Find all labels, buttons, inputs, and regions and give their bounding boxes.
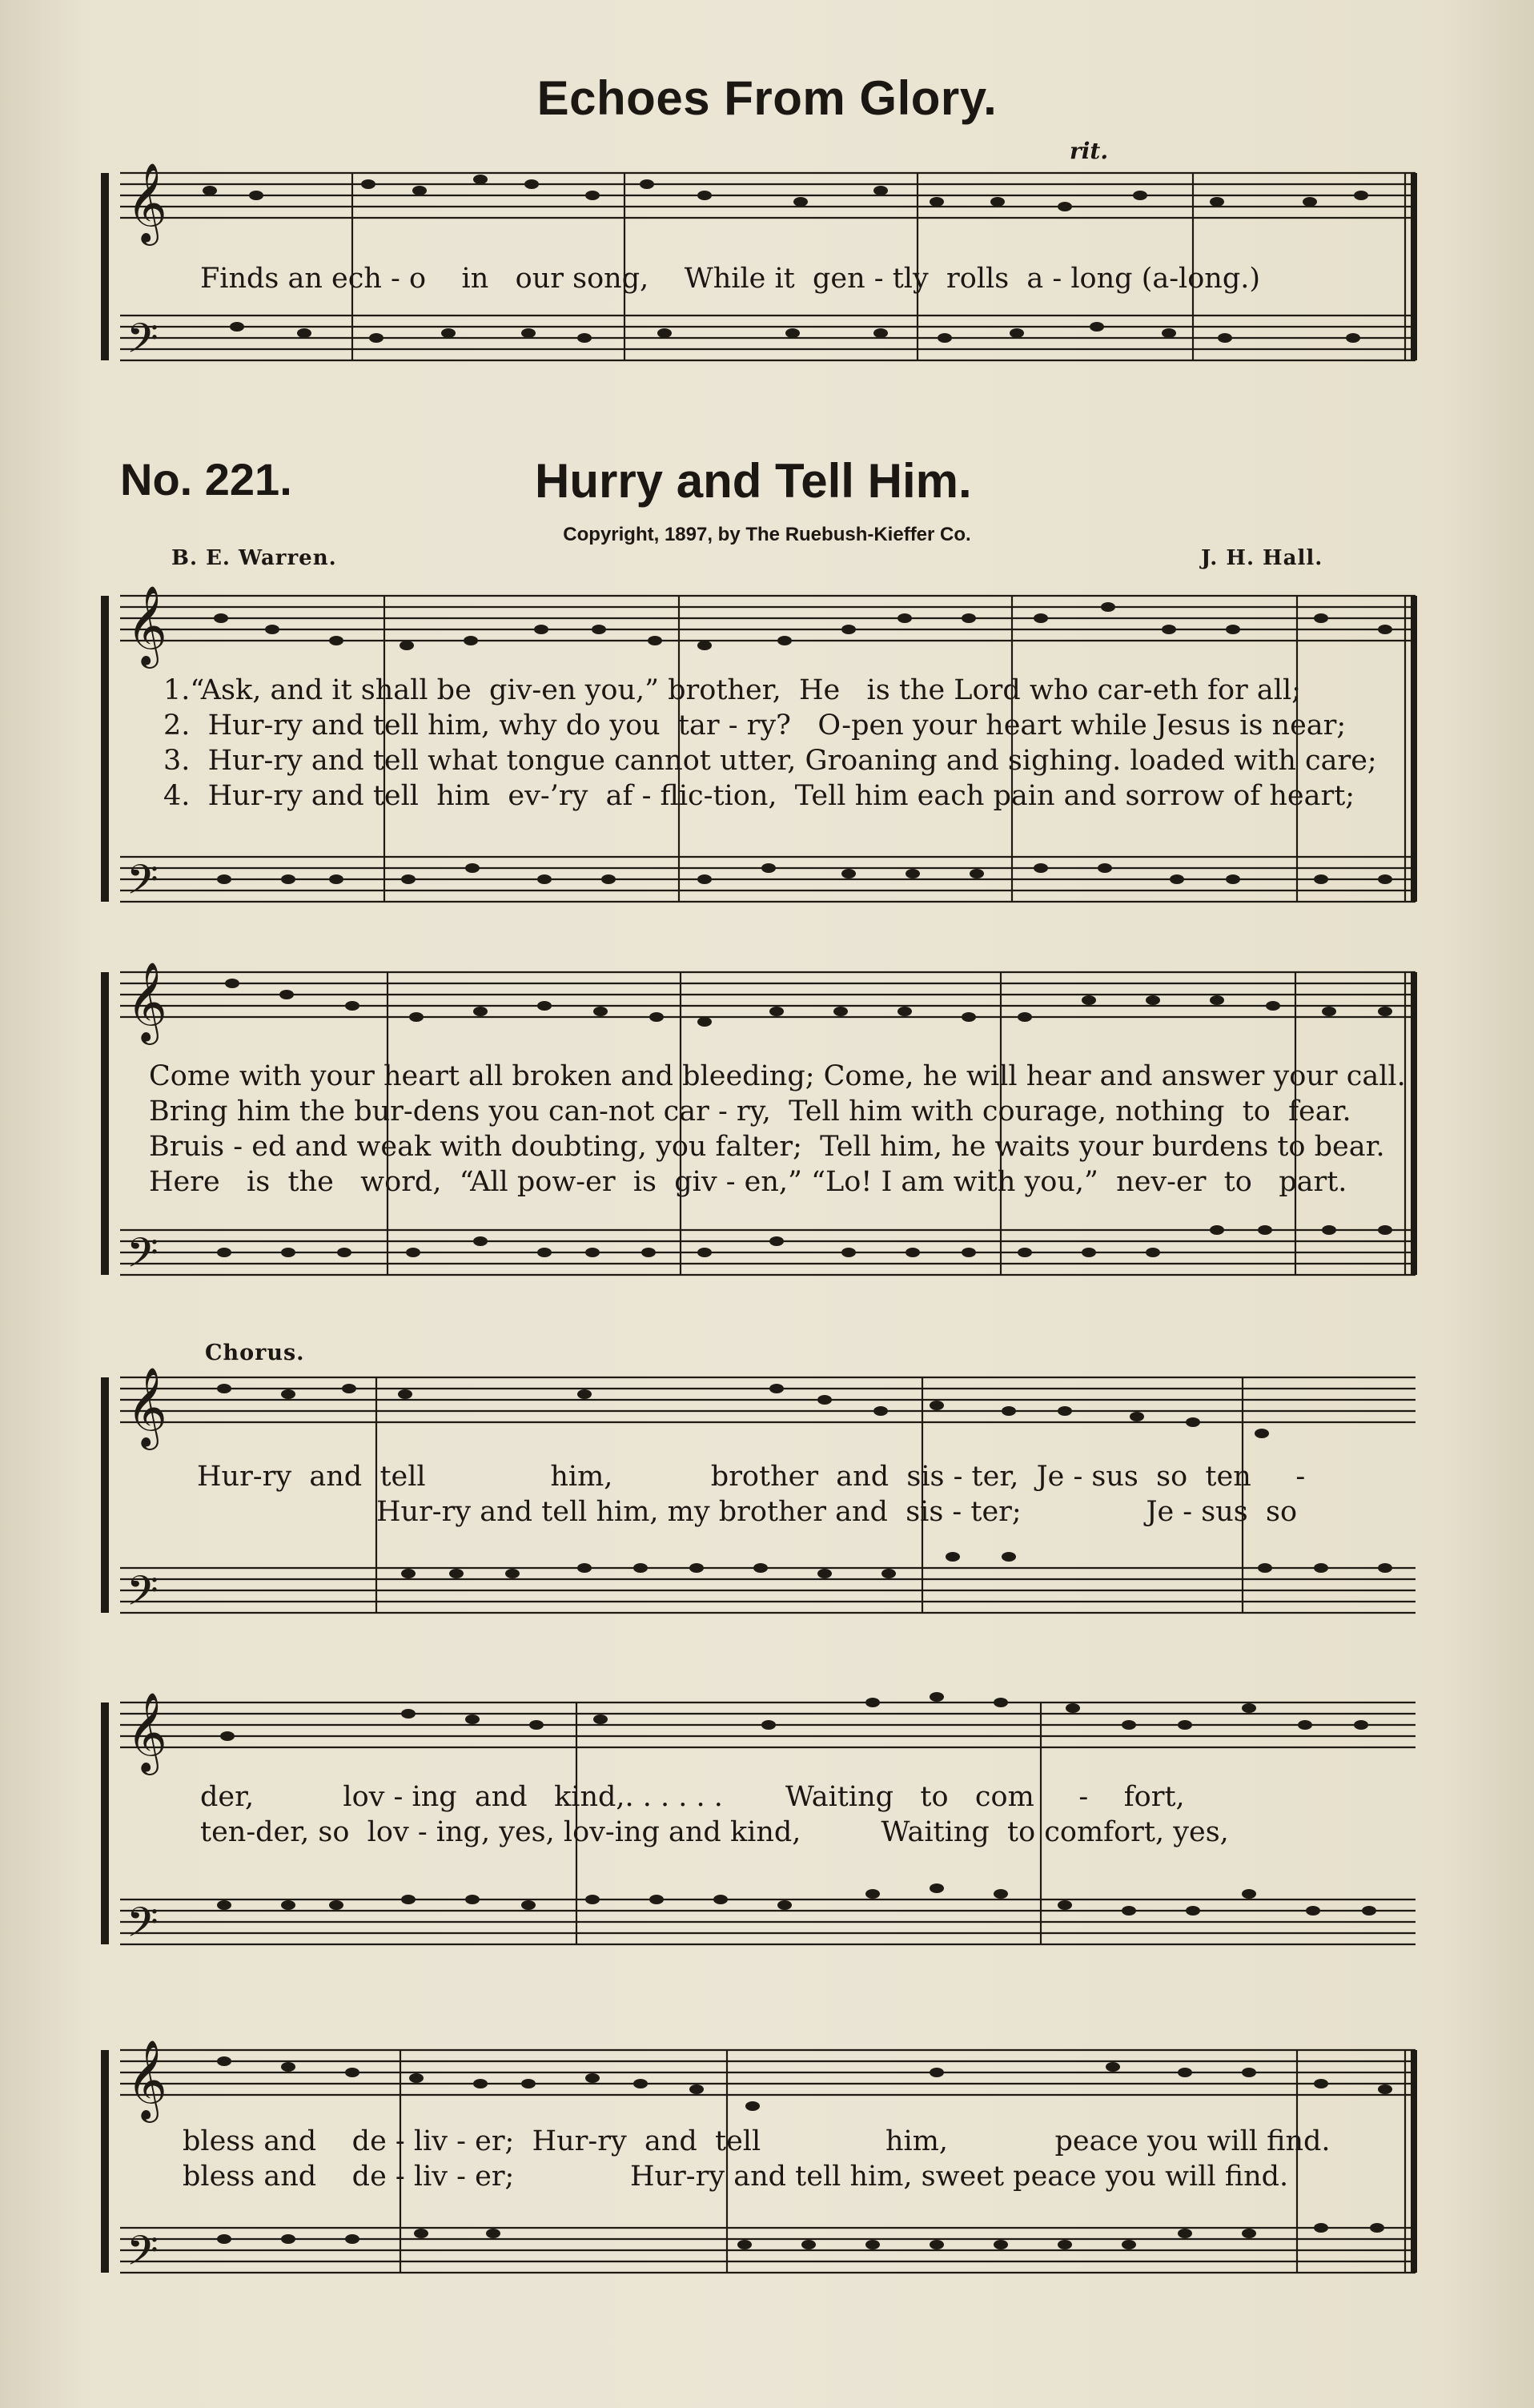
verse-2-line-1: 2. Hur-ry and tell him, why do you tar - ry? O-pen your heart while Jesus is near; bbox=[163, 710, 1347, 742]
svg-text:𝄞: 𝄞 bbox=[126, 962, 167, 1042]
verse-3-line-1: 3. Hur-ry and tell what tongue cannot utter, Groaning and sighing. loaded with care; bbox=[163, 745, 1377, 777]
author: B. E. Warren. bbox=[171, 546, 337, 570]
chorus-line-2-bass: ten-der, so lov - ing, yes, lov-ing and kind, Waiting to comfort, yes, bbox=[200, 1816, 1229, 1848]
hymn-number: No. 221. bbox=[120, 454, 292, 505]
chorus-line-1-bass: Hur-ry and tell him, my brother and sis - ter; Je - sus so bbox=[376, 1496, 1298, 1528]
ritardando-mark: rit. bbox=[1070, 138, 1109, 164]
previous-hymn-lyric: Finds an ech - o in our song, While it gen - tly rolls a - long (a-long.) bbox=[200, 263, 1261, 295]
verse-1-line-1: 1.“Ask, and it shall be giv-en you,” brother, He is the Lord who car-eth for all; bbox=[163, 674, 1301, 706]
svg-text:𝄢: 𝄢 bbox=[126, 855, 159, 914]
verse-3-line-2: Bruis - ed and weak with doubting, you falter; Tell him, he waits your burdens to bear. bbox=[149, 1131, 1385, 1163]
svg-text:𝄢: 𝄢 bbox=[126, 2226, 159, 2285]
chorus-line-1-soprano: Hur-ry and tell him, brother and sis - ter, Je - sus so ten - bbox=[197, 1461, 1306, 1493]
svg-text:𝄞: 𝄞 bbox=[126, 1692, 167, 1772]
svg-text:𝄞: 𝄞 bbox=[126, 2040, 167, 2120]
svg-text:𝄞: 𝄞 bbox=[126, 163, 167, 243]
svg-text:𝄞: 𝄞 bbox=[126, 585, 167, 665]
chorus-label: Chorus. bbox=[205, 1341, 305, 1365]
verse-4-line-1: 4. Hur-ry and tell him ev-’ry af - flic-tion, Tell him each pain and sorrow of heart; bbox=[163, 780, 1355, 812]
svg-text:𝄞: 𝄞 bbox=[126, 1367, 167, 1447]
verse-2-line-2: Bring him the bur-dens you can-not car - ry, Tell him with courage, nothing to fear. bbox=[149, 1095, 1351, 1128]
svg-text:𝄢: 𝄢 bbox=[126, 1228, 159, 1287]
hymn-title: Hurry and Tell Him. bbox=[535, 454, 972, 508]
verse-1-line-2: Come with your heart all broken and bleeding; Come, he will hear and answer your call. bbox=[149, 1060, 1406, 1092]
chorus-line-3-bass: bless and de - liv - er; Hur-ry and tell him, sweet peace you will find. bbox=[183, 2161, 1289, 2193]
svg-text:𝄢: 𝄢 bbox=[126, 314, 159, 372]
previous-hymn-title: Echoes From Glory. bbox=[536, 71, 998, 125]
chorus-line-3-soprano: bless and de - liv - er; Hur-ry and tell him, peace you will find. bbox=[183, 2125, 1331, 2157]
system-3 bbox=[120, 1377, 1416, 1613]
copyright-notice: Copyright, 1897, by The Ruebush-Kieffer Co. bbox=[563, 524, 971, 545]
svg-text:𝄢: 𝄢 bbox=[126, 1566, 159, 1625]
svg-text:𝄢: 𝄢 bbox=[126, 1898, 159, 1956]
verse-4-line-2: Here is the word, “All pow-er is giv - en,” “Lo! I am with you,” nev-er to part. bbox=[149, 1166, 1347, 1198]
chorus-line-2-soprano: der, lov - ing and kind,. . . . . . Waiting to com - fort, bbox=[200, 1781, 1185, 1813]
composer: J. H. Hall. bbox=[1201, 546, 1323, 570]
